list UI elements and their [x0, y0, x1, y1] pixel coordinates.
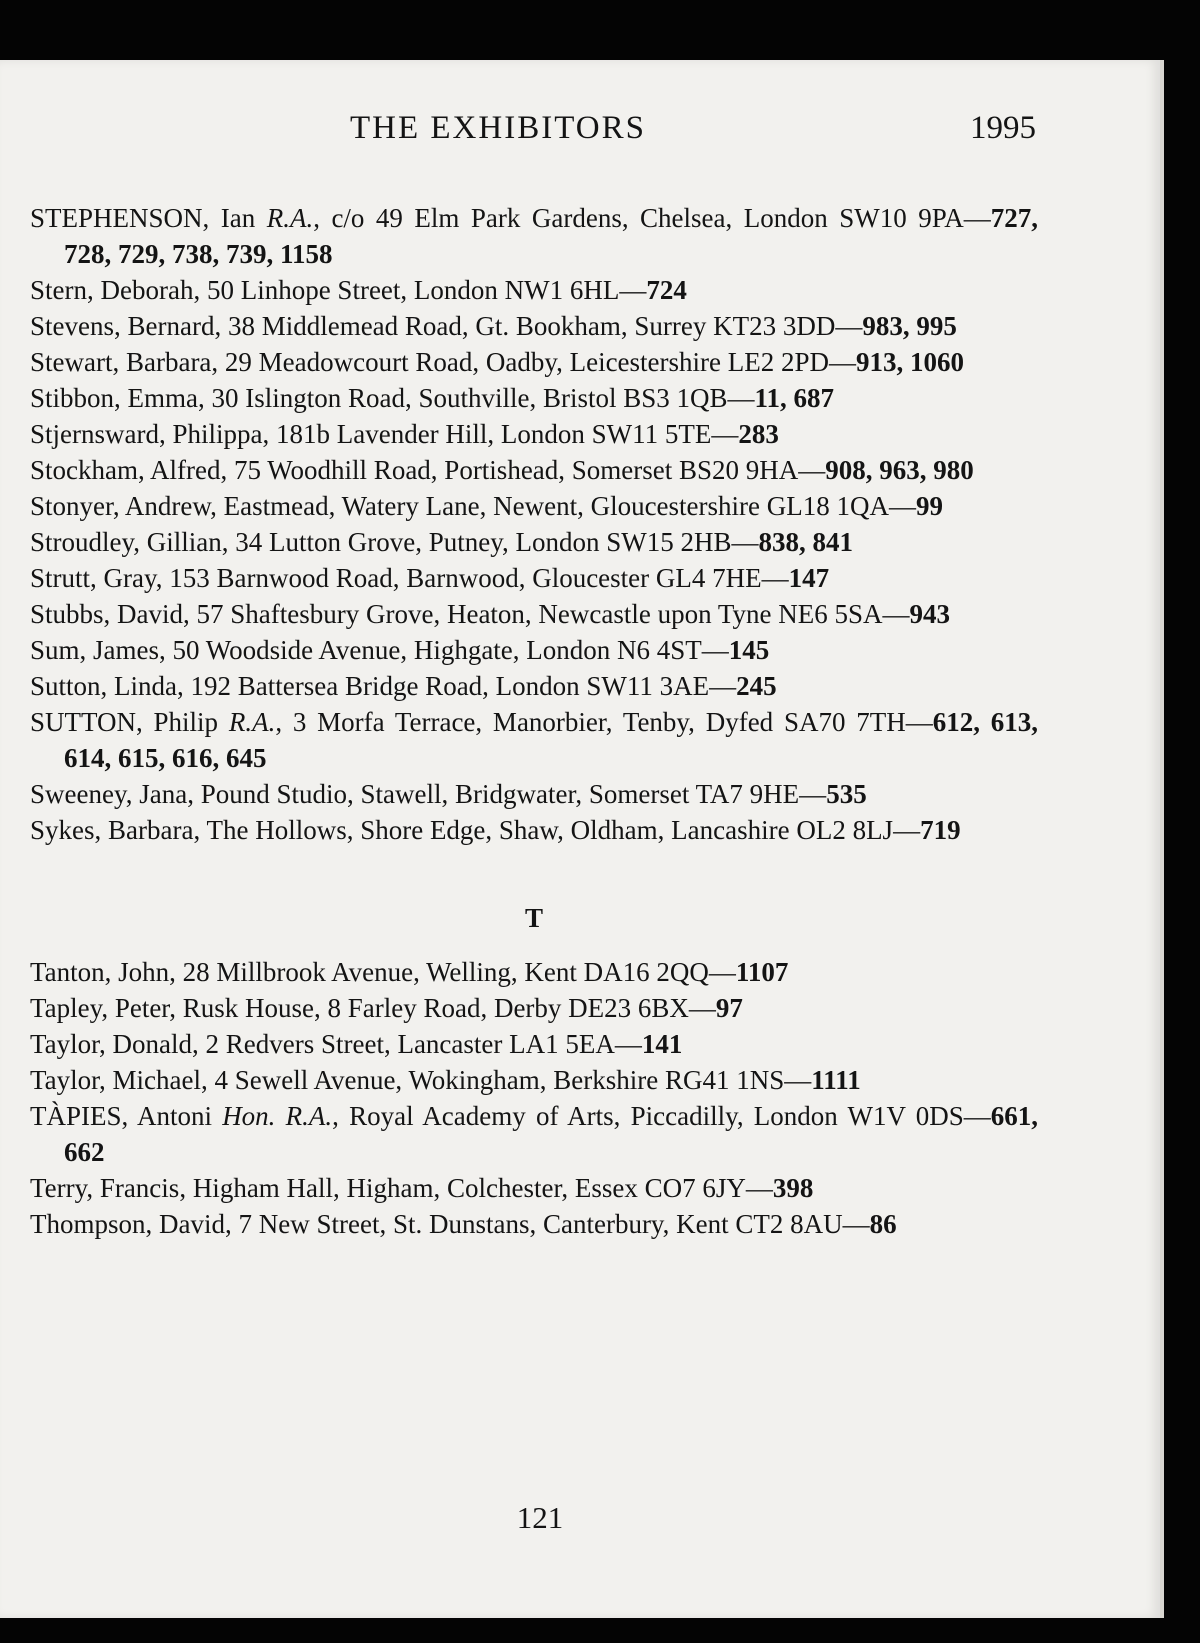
- exhibitor-entry: [30, 272, 1038, 308]
- book-page: [0, 60, 1160, 1618]
- exhibitor-address: , 29 Meadowcourt Road, Oadby, Leicestershire LE2 2PD—: [211, 347, 857, 377]
- section-letter: T: [524, 903, 543, 933]
- exhibitor-address: , The Hollows, Shore Edge, Shaw, Oldham, Lancashire OL2 8LJ—: [193, 815, 921, 845]
- exhibitor-name: SUTTON, Philip: [30, 707, 229, 737]
- exhibitor-name: STEPHENSON, Ian: [30, 203, 267, 233]
- exhibit-numbers: 99: [916, 491, 943, 521]
- exhibitor-name: Tanton, John: [30, 957, 170, 987]
- exhibitor-name: TÀPIES, Antoni: [30, 1101, 223, 1131]
- exhibitor-name: Stibbon, Emma: [30, 383, 198, 413]
- exhibit-numbers: 908, 963, 980: [825, 455, 974, 485]
- exhibitor-entry: [30, 632, 1038, 668]
- running-head: [0, 110, 1160, 150]
- exhibitor-address: , 3 Morfa Terrace, Manorbier, Tenby, Dyfed SA70 7TH—: [275, 707, 933, 737]
- exhibitor-address: , 75 Woodhill Road, Portishead, Somerset BS20 9HA—: [220, 455, 826, 485]
- exhibitor-address: , Rusk House, 8 Farley Road, Derby DE23 6BX—: [169, 993, 716, 1023]
- exhibitor-entry: [30, 990, 1038, 1026]
- exhibitor-entry: [30, 1206, 1038, 1242]
- exhibitor-entry: [30, 954, 1038, 990]
- page-year: 1995: [970, 110, 1036, 146]
- exhibitor-title: Hon. R.A.: [222, 1101, 333, 1131]
- page-title: THE EXHIBITORS: [350, 110, 646, 146]
- exhibitor-name: Stewart, Barbara: [30, 347, 212, 377]
- exhibitor-entry: [30, 524, 1038, 560]
- exhibitor-address: , 181b Lavender Hill, London SW11 5TE—: [262, 419, 739, 449]
- exhibitor-address: , Pound Studio, Stawell, Bridgwater, Somerset TA7 9HE—: [187, 779, 827, 809]
- exhibitor-entry: [30, 488, 1038, 524]
- exhibit-numbers: 147: [788, 563, 830, 593]
- exhibitor-entry: [30, 596, 1038, 632]
- exhibitor-address: , c/o 49 Elm Park Gardens, Chelsea, London SW10 9PA—: [313, 203, 991, 233]
- exhibit-numbers: 983, 995: [862, 311, 957, 341]
- exhibitor-name: Taylor, Michael: [30, 1065, 201, 1095]
- exhibitor-name: Tapley, Peter: [30, 993, 170, 1023]
- exhibitor-entry: [30, 560, 1038, 596]
- exhibit-numbers: 245: [736, 671, 777, 701]
- exhibit-numbers: 724: [646, 275, 687, 305]
- exhibit-numbers: 283: [738, 419, 779, 449]
- exhibitor-entry: [30, 776, 1038, 812]
- exhibitor-name: Stockham, Alfred: [30, 455, 221, 485]
- exhibitor-name: Stjernsward, Philippa: [30, 419, 263, 449]
- exhibit-numbers: 11, 687: [754, 383, 835, 413]
- exhibitor-entry: [30, 1026, 1038, 1062]
- exhibitor-entry: [30, 1098, 1038, 1170]
- page-edge: [1160, 60, 1164, 1618]
- exhibitor-list: [30, 200, 1038, 1242]
- section-s-entries: [30, 200, 1038, 848]
- exhibitor-name: Stern, Deborah: [30, 275, 194, 305]
- exhibitor-title: R.A.: [266, 203, 314, 233]
- exhibitor-name: Taylor, Donald: [30, 1029, 192, 1059]
- exhibit-numbers: 719: [920, 815, 961, 845]
- exhibitor-name: Strutt, Gray: [30, 563, 156, 593]
- exhibitor-address: , Eastmead, Watery Lane, Newent, Gloucestershire GL18 1QA—: [210, 491, 916, 521]
- exhibit-numbers: 913, 1060: [856, 347, 965, 377]
- exhibitor-entry: [30, 668, 1038, 704]
- exhibit-numbers: 86: [869, 1209, 897, 1239]
- exhibitor-entry: [30, 308, 1038, 344]
- exhibitor-entry: [30, 380, 1038, 416]
- exhibitor-address: , 50 Woodside Avenue, Highgate, London N6 4ST—: [159, 635, 729, 665]
- exhibit-numbers: 398: [772, 1173, 814, 1203]
- exhibitor-entry: [30, 1170, 1038, 1206]
- exhibitor-entry: [30, 200, 1038, 272]
- exhibit-numbers: 661, 662: [64, 1101, 1038, 1167]
- exhibitor-address: , 7 New Street, St. Dunstans, Canterbury, Kent CT2 8AU—: [225, 1209, 870, 1239]
- exhibitor-entry: [30, 704, 1038, 776]
- exhibitor-address: , 153 Barnwood Road, Barnwood, Gloucester GL4 7HE—: [155, 563, 789, 593]
- exhibitor-name: Sum, James: [30, 635, 160, 665]
- exhibitor-name: Sweeney, Jana: [30, 779, 188, 809]
- exhibitor-name: Stubbs, David: [30, 599, 184, 629]
- exhibitor-name: Stroudley, Gillian: [30, 527, 222, 557]
- exhibitor-entry: [30, 344, 1038, 380]
- exhibitor-name: Stevens, Bernard: [30, 311, 215, 341]
- exhibitor-name: Thompson, David: [30, 1209, 225, 1239]
- exhibitor-address: , 28 Millbrook Avenue, Welling, Kent DA16 2QQ—: [169, 957, 736, 987]
- exhibitor-entry: [30, 812, 1038, 848]
- exhibitor-address: , 2 Redvers Street, Lancaster LA1 5EA—: [192, 1029, 642, 1059]
- exhibitor-entry: [30, 452, 1038, 488]
- exhibit-numbers: 1111: [811, 1065, 861, 1095]
- exhibitor-address: , 38 Middlemead Road, Gt. Bookham, Surrey KT23 3DD—: [214, 311, 863, 341]
- exhibit-numbers: 727, 728, 729, 738, 739, 1158: [64, 203, 1039, 269]
- exhibitor-name: Terry, Francis: [30, 1173, 180, 1203]
- exhibitor-title: R.A.: [228, 707, 276, 737]
- exhibit-numbers: 1107: [735, 957, 789, 987]
- exhibit-numbers: 141: [641, 1029, 683, 1059]
- exhibit-numbers: 943: [909, 599, 950, 629]
- exhibitor-address: , 30 Islington Road, Southville, Bristol BS3 1QB—: [198, 383, 755, 413]
- exhibit-numbers: 97: [715, 993, 743, 1023]
- exhibitor-name: Stonyer, Andrew: [30, 491, 211, 521]
- exhibitor-entry: [30, 416, 1038, 452]
- exhibitor-address: , 192 Battersea Bridge Road, London SW11 3AE—: [177, 671, 737, 701]
- exhibitor-address: , Royal Academy of Arts, Piccadilly, London W1V 0DS—: [332, 1101, 991, 1131]
- section-t-entries: [30, 954, 1038, 1242]
- exhibit-numbers: 612, 613, 614, 615, 616, 645: [64, 707, 1039, 773]
- exhibitor-address: , 34 Lutton Grove, Putney, London SW15 2HB—: [221, 527, 759, 557]
- exhibit-numbers: 535: [826, 779, 867, 809]
- exhibitor-address: , 50 Linhope Street, London NW1 6HL—: [193, 275, 647, 305]
- exhibit-numbers: 145: [728, 635, 770, 665]
- exhibitor-name: Sykes, Barbara: [30, 815, 194, 845]
- exhibitor-address: , 4 Sewell Avenue, Wokingham, Berkshire RG41 1NS—: [200, 1065, 812, 1095]
- exhibitor-address: , 57 Shaftesbury Grove, Heaton, Newcastle upon Tyne NE6 5SA—: [183, 599, 910, 629]
- page-number: 121: [516, 1500, 564, 1535]
- exhibitor-name: Sutton, Linda: [30, 671, 177, 701]
- exhibitor-address: , Higham Hall, Higham, Colchester, Essex CO7 6JY—: [179, 1173, 773, 1203]
- exhibit-numbers: 838, 841: [758, 527, 853, 557]
- exhibitor-entry: [30, 1062, 1038, 1098]
